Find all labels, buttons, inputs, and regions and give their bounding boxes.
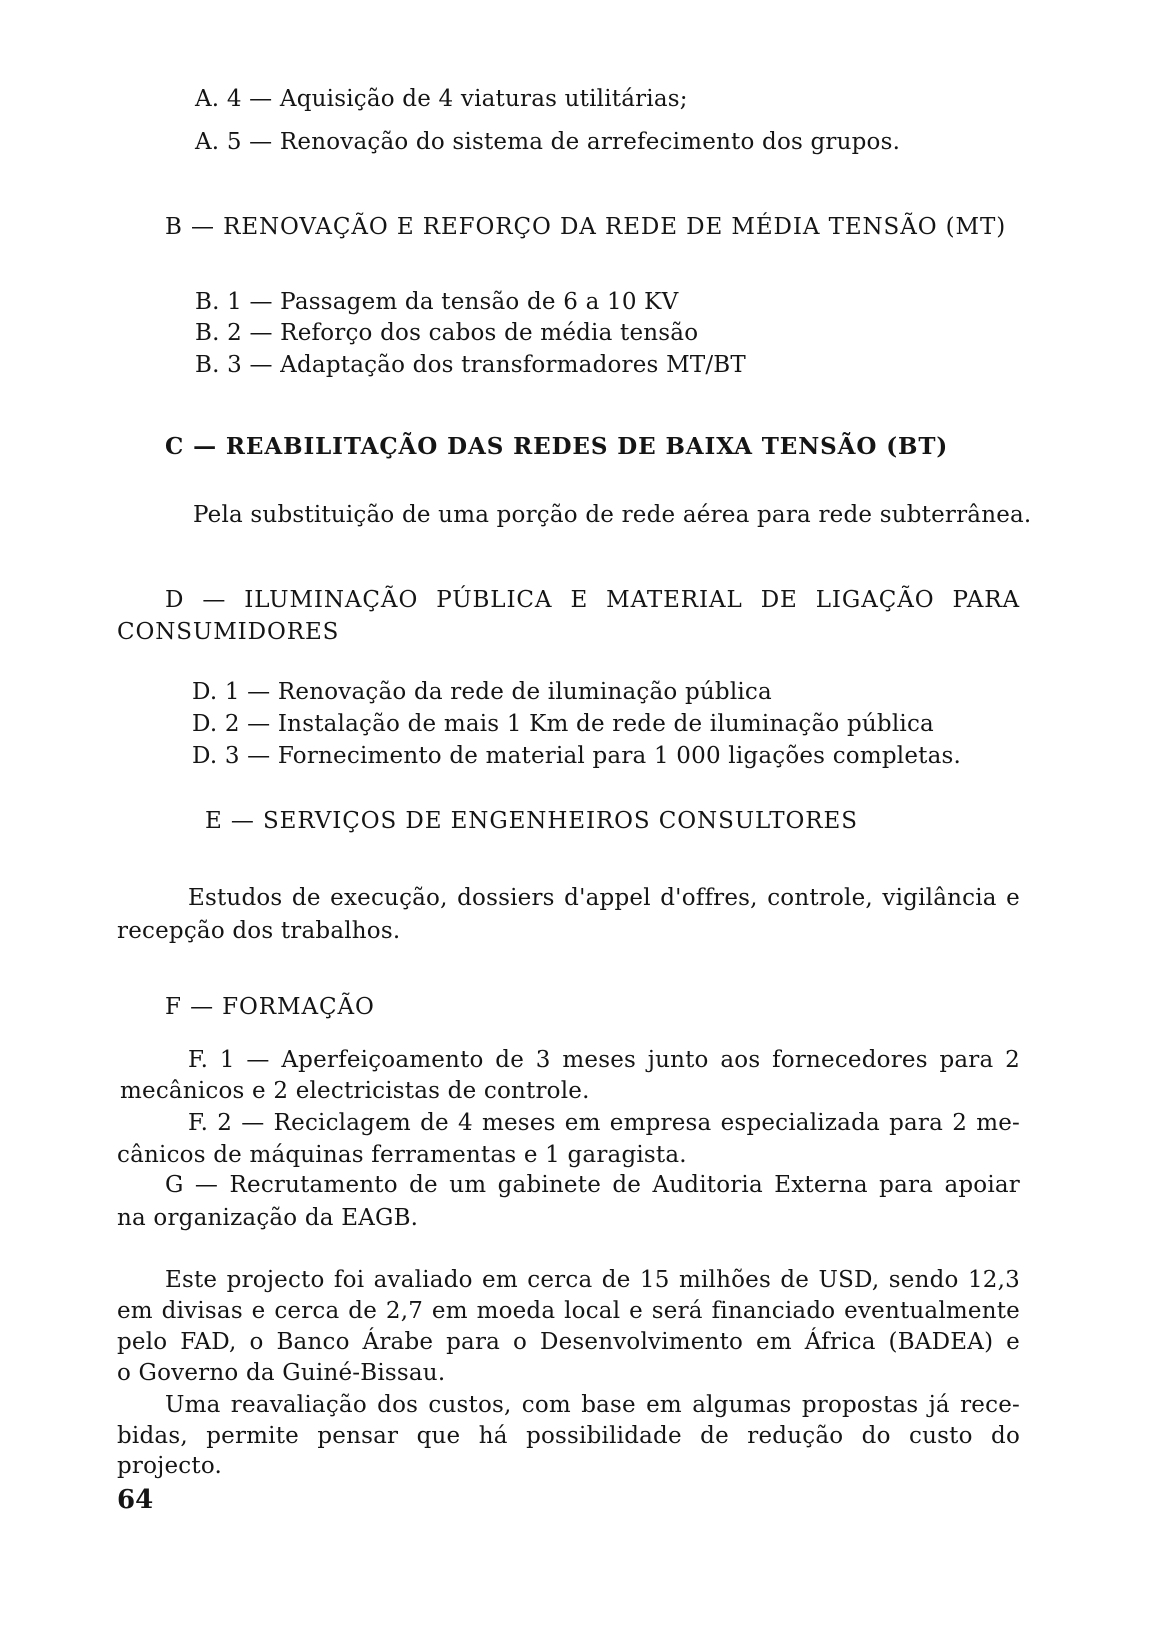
item-a4: A. 4 — Aquisição de 4 viaturas utilitárias; — [195, 86, 688, 112]
heading-section-b: B — RENOVAÇÃO E REFORÇO DA REDE DE MÉDIA TENSÃO (MT) — [165, 214, 1007, 240]
heading-section-d-line1: D — ILUMINAÇÃO PÚBLICA E MATERIAL DE LIGAÇÃO PARA — [165, 587, 1020, 613]
item-d3: D. 3 — Fornecimento de material para 1 000 ligações completas. — [192, 743, 961, 769]
heading-section-c: C — REABILITAÇÃO DAS REDES DE BAIXA TENSÃO (BT) — [165, 433, 949, 460]
closing-p1-line3: pelo FAD, o Banco Árabe para o Desenvolvimento em África (BADEA) e — [117, 1329, 1020, 1355]
item-g-line1: G — Recrutamento de um gabinete de Auditoria Externa para apoiar — [165, 1172, 1020, 1198]
item-b3: B. 3 — Adaptação dos transformadores MT/BT — [195, 352, 746, 378]
closing-p2-line1: Uma reavaliação dos custos, com base em algumas propostas já rece- — [165, 1392, 1020, 1418]
item-b2: B. 2 — Reforço dos cabos de média tensão — [195, 320, 699, 346]
closing-p1-line1: Este projecto foi avaliado em cerca de 15 milhões de USD, sendo 12,3 — [165, 1267, 1020, 1293]
heading-section-e: E — SERVIÇOS DE ENGENHEIROS CONSULTORES — [205, 808, 858, 834]
item-g-line2: na organização da EAGB. — [117, 1205, 419, 1231]
item-f2-line2: cânicos de máquinas ferramentas e 1 garagista. — [117, 1142, 687, 1168]
item-f2-line1: F. 2 — Reciclagem de 4 meses em empresa especializada para 2 me- — [188, 1110, 1020, 1136]
item-a5: A. 5 — Renovação do sistema de arrefecimento dos grupos. — [195, 129, 901, 155]
item-d1: D. 1 — Renovação da rede de iluminação pública — [192, 679, 772, 705]
closing-p1-line4: o Governo da Guiné-Bissau. — [117, 1360, 446, 1386]
closing-p1-line2: em divisas e cerca de 2,7 em moeda local e será financiado eventualmente — [117, 1298, 1020, 1324]
item-d2: D. 2 — Instalação de mais 1 Km de rede de iluminação pública — [192, 711, 934, 737]
section-e-text-line1: Estudos de execução, dossiers d'appel d'offres, controle, vigilância e — [188, 885, 1020, 911]
heading-section-d-line2: CONSUMIDORES — [117, 619, 340, 645]
section-e-text-line2: recepção dos trabalhos. — [117, 918, 401, 944]
section-c-text: Pela substituição de uma porção de rede aérea para rede subterrânea. — [193, 502, 1032, 528]
page-number: 64 — [117, 1485, 154, 1515]
item-f1-line1: F. 1 — Aperfeiçoamento de 3 meses junto aos fornecedores para 2 — [188, 1047, 1020, 1073]
item-f1-line2: mecânicos e 2 electricistas de controle. — [120, 1078, 590, 1104]
closing-p2-line2: bidas, permite pensar que há possibilidade de redução do custo do projecto. — [117, 1423, 1020, 1479]
heading-section-f: F — FORMAÇÃO — [165, 994, 375, 1020]
item-b1: B. 1 — Passagem da tensão de 6 a 10 KV — [195, 289, 679, 315]
